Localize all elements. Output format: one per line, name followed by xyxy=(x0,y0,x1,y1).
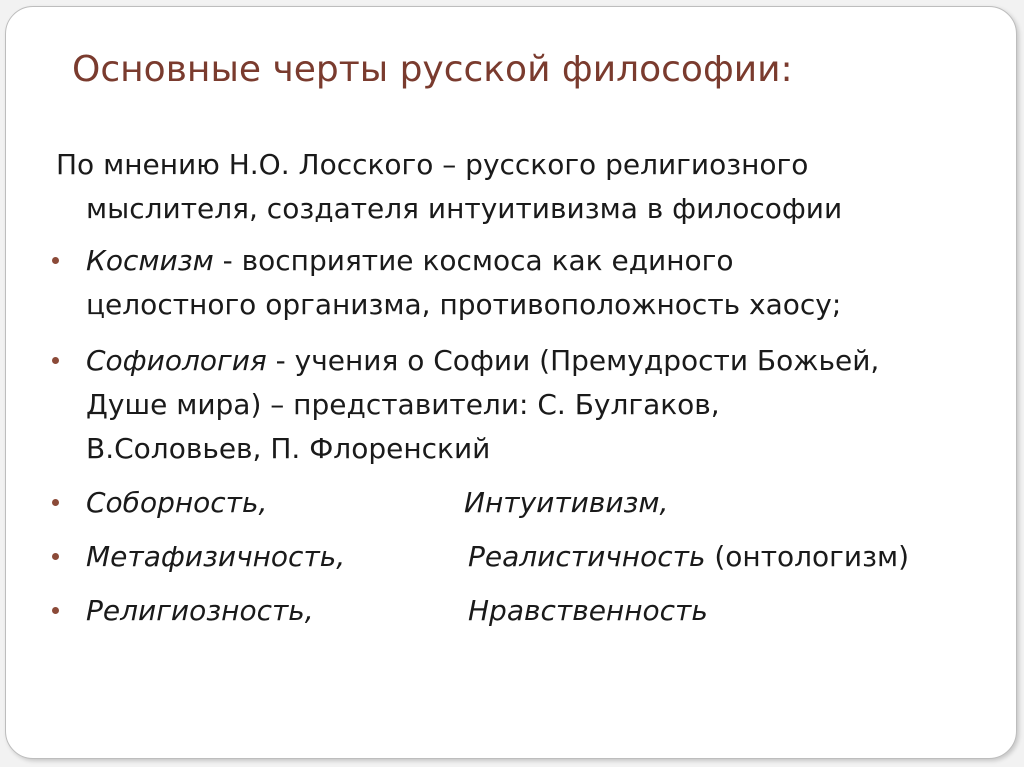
pair-right-realism xyxy=(468,535,909,579)
pair-left-sobornost xyxy=(86,481,267,525)
term-morality: Нравственность xyxy=(468,594,708,627)
bullet-cosmism-line-1 xyxy=(86,239,734,283)
slide-frame xyxy=(5,6,1017,759)
term-cosmism: Космизм xyxy=(86,244,214,277)
bullet-cosmism-desc: - восприятие космоса как единого xyxy=(213,244,734,277)
intro-paragraph xyxy=(56,143,956,231)
bullet-marker xyxy=(52,553,59,560)
bullet-marker xyxy=(52,607,59,614)
bullet-sophiology-line-2: Душе мира) – представители: С. Булгаков, xyxy=(86,388,720,421)
pair-right-intuitivism xyxy=(464,481,668,525)
bullet-marker xyxy=(52,357,59,364)
bullet-marker xyxy=(52,257,59,264)
bullet-sophiology-line-1 xyxy=(86,339,879,383)
intro-line-1: По мнению Н.О. Лосского – русского религиозного xyxy=(56,148,809,181)
bullet-sophiology-line-3: В.Соловьев, П. Флоренский xyxy=(86,432,491,465)
term-sophiology: Софиология xyxy=(86,344,267,377)
pair-left-religiosity xyxy=(86,589,314,633)
bullet-sophiology-desc: - учения о Софии (Премудрости Божьей, xyxy=(266,344,880,377)
slide-title: Основные черты русской философии: xyxy=(72,49,793,90)
term-sobornost: Соборность, xyxy=(86,486,268,519)
pair-left-metaphysical xyxy=(86,535,345,579)
term-intuitivism: Интуитивизм, xyxy=(464,486,669,519)
pair-right-morality xyxy=(468,589,708,633)
term-realism: Реалистичность xyxy=(468,540,706,573)
term-metaphysical: Метафизичность, xyxy=(86,540,346,573)
intro-line-2: мыслителя, создателя интуитивизма в философии xyxy=(86,192,843,225)
bullet-marker xyxy=(52,499,59,506)
realism-note: (онтологизм) xyxy=(705,540,910,573)
term-religiosity: Религиозность, xyxy=(86,594,314,627)
bullet-cosmism-line-2: целостного организма, противоположность хаосу; xyxy=(86,288,842,321)
